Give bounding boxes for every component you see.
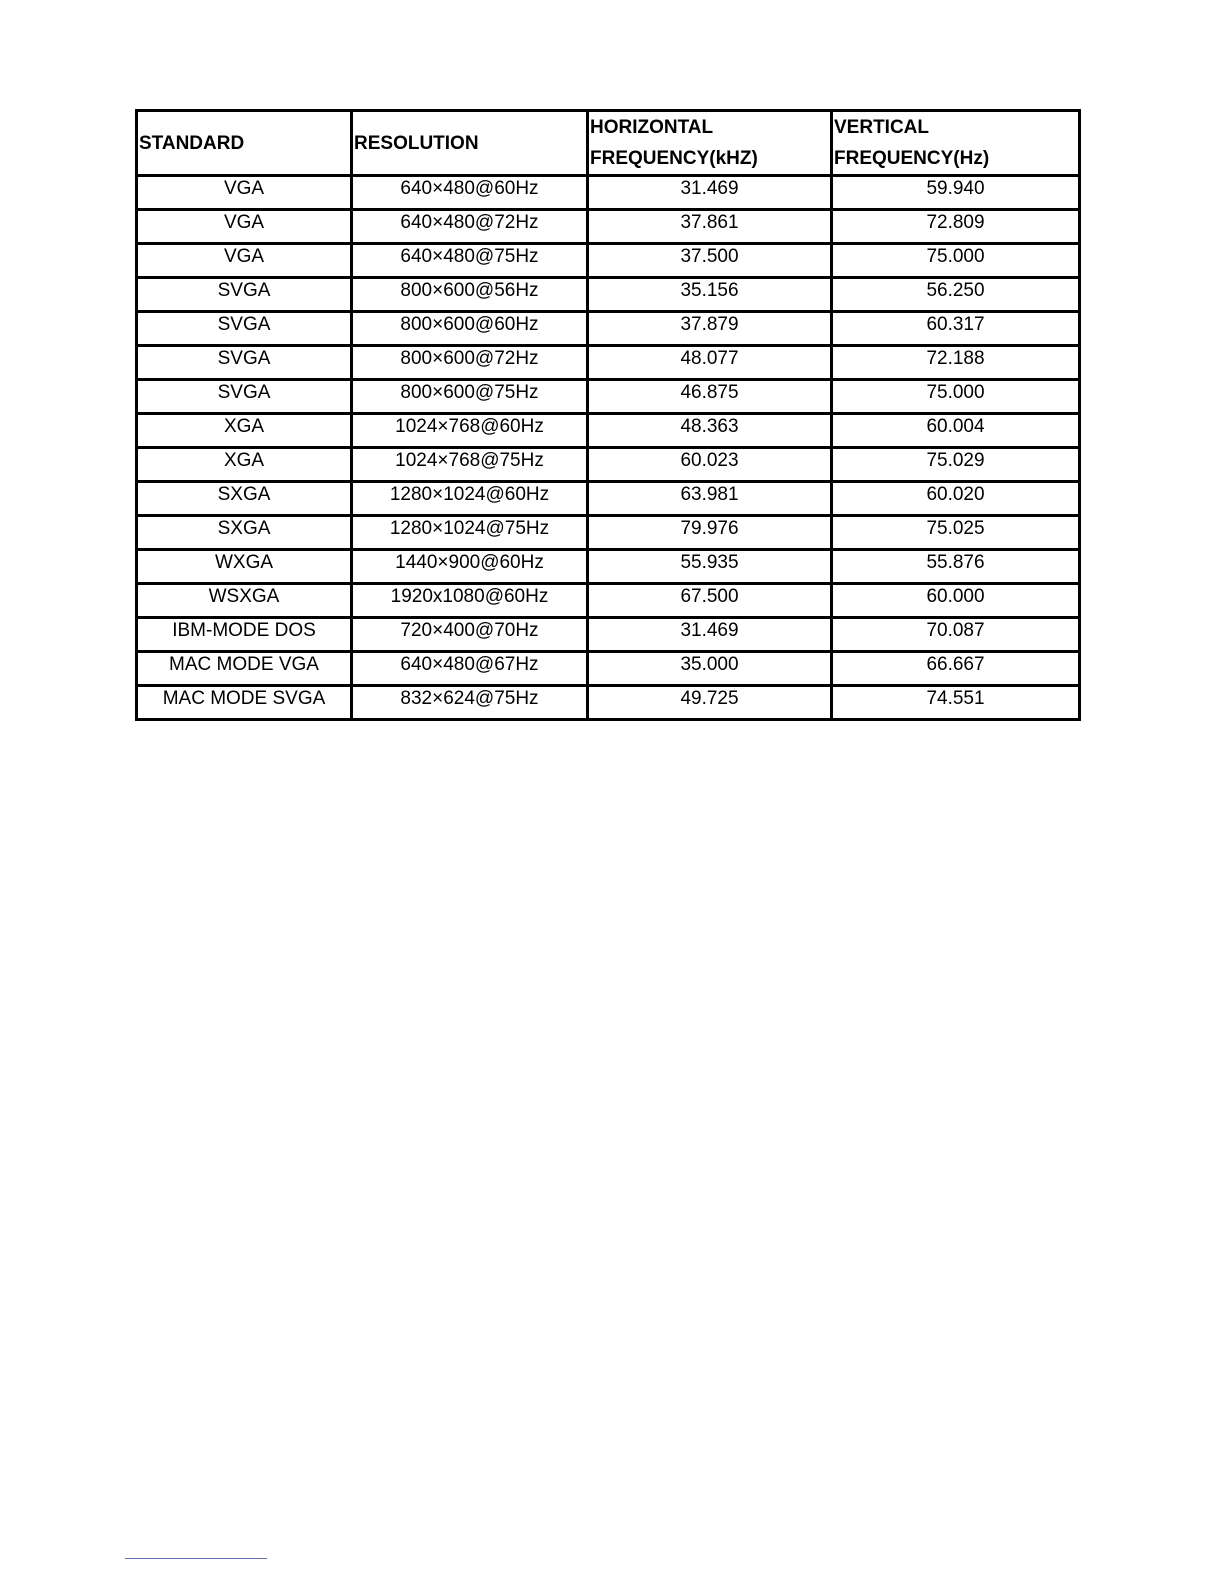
- cell-vertical-frequency: 60.317: [832, 312, 1080, 346]
- cell-vertical-frequency: 60.020: [832, 482, 1080, 516]
- table-row: [137, 346, 1080, 380]
- header-vertical-line-1: VERTICAL: [834, 117, 929, 138]
- cell-standard: SVGA: [137, 278, 352, 312]
- cell-resolution: 1920x1080@60Hz: [352, 584, 588, 618]
- table-row: [137, 584, 1080, 618]
- cell-horizontal-frequency: 55.935: [588, 550, 832, 584]
- cell-horizontal-frequency: 37.500: [588, 244, 832, 278]
- cell-vertical-frequency: 75.000: [832, 380, 1080, 414]
- cell-horizontal-frequency: 79.976: [588, 516, 832, 550]
- header-row: [137, 111, 1080, 176]
- cell-resolution: 640×480@60Hz: [352, 176, 588, 210]
- header-standard: [137, 111, 352, 176]
- header-resolution: [352, 111, 588, 176]
- cell-resolution: 832×624@75Hz: [352, 686, 588, 720]
- cell-vertical-frequency: 60.004: [832, 414, 1080, 448]
- cell-standard: SXGA: [137, 482, 352, 516]
- header-horizontal-frequency: [588, 111, 832, 176]
- cell-resolution: 640×480@72Hz: [352, 210, 588, 244]
- table-row: [137, 516, 1080, 550]
- header-horizontal-line-2: FREQUENCY(kHZ): [590, 148, 758, 169]
- cell-standard: XGA: [137, 448, 352, 482]
- cell-vertical-frequency: 75.000: [832, 244, 1080, 278]
- cell-vertical-frequency: 74.551: [832, 686, 1080, 720]
- header-vertical-frequency: [832, 111, 1080, 176]
- cell-vertical-frequency: 59.940: [832, 176, 1080, 210]
- table-row: [137, 414, 1080, 448]
- cell-standard: SVGA: [137, 312, 352, 346]
- cell-horizontal-frequency: 63.981: [588, 482, 832, 516]
- cell-resolution: 800×600@72Hz: [352, 346, 588, 380]
- cell-vertical-frequency: 60.000: [832, 584, 1080, 618]
- cell-resolution: 640×480@75Hz: [352, 244, 588, 278]
- cell-standard: SVGA: [137, 346, 352, 380]
- cell-horizontal-frequency: 67.500: [588, 584, 832, 618]
- cell-horizontal-frequency: 48.077: [588, 346, 832, 380]
- table-header: [137, 111, 1080, 176]
- cell-standard: VGA: [137, 176, 352, 210]
- cell-resolution: 1280×1024@60Hz: [352, 482, 588, 516]
- table-row: [137, 482, 1080, 516]
- table-row: [137, 550, 1080, 584]
- header-vertical-line-2: FREQUENCY(Hz): [834, 148, 990, 169]
- table-body: [137, 176, 1080, 720]
- cell-horizontal-frequency: 35.156: [588, 278, 832, 312]
- cell-standard: SVGA: [137, 380, 352, 414]
- cell-horizontal-frequency: 35.000: [588, 652, 832, 686]
- header-standard-line-1: STANDARD: [139, 132, 245, 154]
- cell-vertical-frequency: 56.250: [832, 278, 1080, 312]
- cell-resolution: 1024×768@60Hz: [352, 414, 588, 448]
- cell-vertical-frequency: 75.025: [832, 516, 1080, 550]
- cell-horizontal-frequency: 60.023: [588, 448, 832, 482]
- table-row: [137, 448, 1080, 482]
- table-row: [137, 278, 1080, 312]
- display-timing-table: [135, 109, 1081, 721]
- cell-resolution: 1280×1024@75Hz: [352, 516, 588, 550]
- cell-horizontal-frequency: 48.363: [588, 414, 832, 448]
- header-resolution-line-1: RESOLUTION: [354, 132, 479, 154]
- cell-horizontal-frequency: 31.469: [588, 618, 832, 652]
- cell-vertical-frequency: 70.087: [832, 618, 1080, 652]
- header-horizontal-line-1: HORIZONTAL: [590, 117, 714, 138]
- table-row: [137, 210, 1080, 244]
- cell-horizontal-frequency: 49.725: [588, 686, 832, 720]
- cell-horizontal-frequency: 37.879: [588, 312, 832, 346]
- cell-resolution: 1440×900@60Hz: [352, 550, 588, 584]
- table-row: [137, 380, 1080, 414]
- cell-resolution: 800×600@75Hz: [352, 380, 588, 414]
- cell-standard: IBM-MODE DOS: [137, 618, 352, 652]
- table-row: [137, 618, 1080, 652]
- table-row: [137, 686, 1080, 720]
- cell-vertical-frequency: 66.667: [832, 652, 1080, 686]
- table-row: [137, 312, 1080, 346]
- footnote-separator-line: [125, 1558, 267, 1559]
- cell-horizontal-frequency: 37.861: [588, 210, 832, 244]
- cell-vertical-frequency: 55.876: [832, 550, 1080, 584]
- cell-vertical-frequency: 72.809: [832, 210, 1080, 244]
- cell-standard: VGA: [137, 244, 352, 278]
- cell-vertical-frequency: 75.029: [832, 448, 1080, 482]
- cell-resolution: 640×480@67Hz: [352, 652, 588, 686]
- cell-resolution: 800×600@60Hz: [352, 312, 588, 346]
- table-row: [137, 176, 1080, 210]
- cell-standard: MAC MODE VGA: [137, 652, 352, 686]
- cell-vertical-frequency: 72.188: [832, 346, 1080, 380]
- table-row: [137, 652, 1080, 686]
- cell-standard: WSXGA: [137, 584, 352, 618]
- cell-standard: XGA: [137, 414, 352, 448]
- cell-standard: SXGA: [137, 516, 352, 550]
- cell-horizontal-frequency: 31.469: [588, 176, 832, 210]
- table-row: [137, 244, 1080, 278]
- cell-resolution: 720×400@70Hz: [352, 618, 588, 652]
- cell-horizontal-frequency: 46.875: [588, 380, 832, 414]
- cell-standard: WXGA: [137, 550, 352, 584]
- cell-resolution: 1024×768@75Hz: [352, 448, 588, 482]
- cell-standard: MAC MODE SVGA: [137, 686, 352, 720]
- cell-resolution: 800×600@56Hz: [352, 278, 588, 312]
- cell-standard: VGA: [137, 210, 352, 244]
